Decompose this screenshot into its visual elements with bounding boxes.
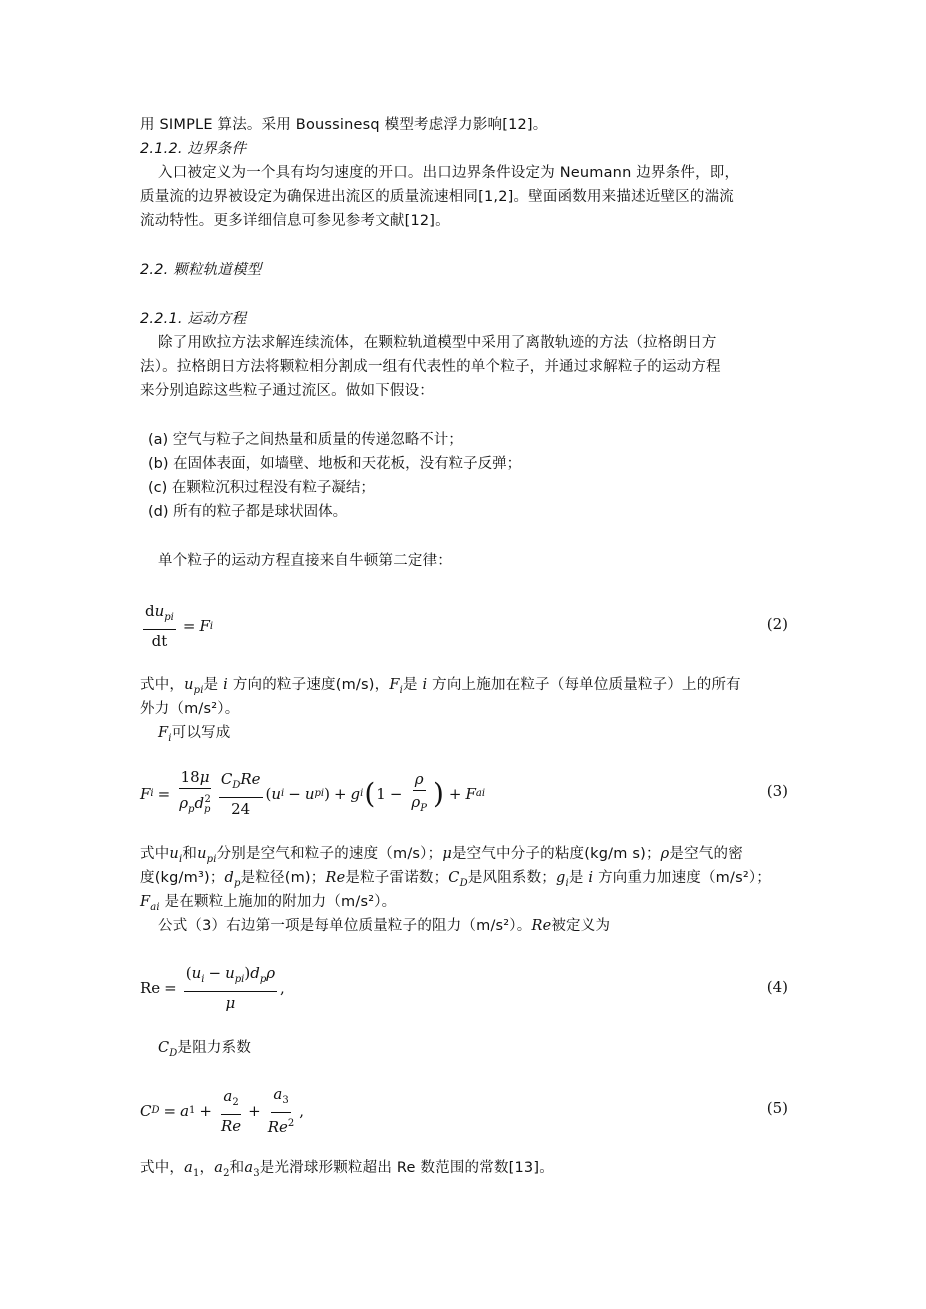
fraction: $\frac{\rho}{\rho_P}$ <box>411 769 427 814</box>
fraction: $\frac{C_DRe}{24}$ <box>220 769 261 818</box>
paragraph-motion-line-2: 法）。拉格朗日方法将颗粒相分割成一组有代表性的单个粒子，并通过求解粒子的运动方程 <box>140 359 721 375</box>
paragraph-motion-line-3: 来分别追踪这些粒子通过流区。做如下假设： <box>140 383 434 399</box>
assumption-text: 空气与粒子之间热量和质量的传递忽略不计； <box>172 432 463 448</box>
equation-3: F i = $\frac{18\mu}{\rho_pd_p^2}$ $\frac{C_DRe}{24}$ ( u i − u pi ) + g i ( 1 − $\frac{\rho}{\rho_P}$ ) + F ai <box>140 768 486 818</box>
assumption-label: (a) <box>148 432 169 448</box>
paragraph-eq3-explain-line-4: 公式（3）右边第一项是每单位质量粒子的阻力（m/s²）。Re被定义为 <box>158 918 611 934</box>
fraction: $\frac{du_{pi}}{dt}$ <box>145 602 174 650</box>
fraction: $\frac{18\mu}{\rho_pd_p^2}$ <box>179 768 211 815</box>
section-heading-2-1-2: 2.1.2. 边界条件 <box>140 141 247 157</box>
fraction: $\frac{a_3}{Re^2}$ <box>267 1085 295 1136</box>
assumption-item <box>148 476 375 500</box>
paragraph-newton: 单个粒子的运动方程直接来自牛顿第二定律： <box>158 553 452 569</box>
section-heading-2-2-1: 2.2.1. 运动方程 <box>140 311 247 327</box>
assumption-label: (b) <box>148 456 169 472</box>
paragraph-eq2-explain-line-2: 外力（m/s²）。 <box>140 701 240 717</box>
equation-2: $\frac{du_{pi}}{dt}$ = F i <box>145 602 214 650</box>
assumption-label: (d) <box>148 504 169 520</box>
paragraph-boundary-line-2: 质量流的边界被设定为确保进出流区的质量流速相同[1,2]。壁面函数用来描述近壁区的湍流 <box>140 189 734 205</box>
equation-number-5: (5) <box>766 1099 788 1117</box>
fraction: $\frac{a_2}{Re}$ <box>221 1086 242 1135</box>
equation-number-3: (3) <box>766 782 788 800</box>
paragraph-eq2-explain-line-1: 式中，$u_{pi}$是 i 方向的粒子速度(m/s)，$F_i$是 i 方向上施加在粒子（每单位质量粒子）上的所有 <box>140 677 741 696</box>
equation-5: C D = a 1 + $\frac{a_2}{Re}$ + $\frac{a_3}{Re^2}$ , <box>140 1085 305 1136</box>
fraction: $\frac{(u_i - u_{pi})d_p\rho}{\mu}$ <box>185 964 276 1012</box>
assumption-text: 在颗粒沉积过程没有粒子凝结； <box>171 480 375 496</box>
paragraph-top: 用 SIMPLE 算法。采用 Boussinesq 模型考虑浮力影响[12]。 <box>140 117 548 133</box>
assumption-item <box>148 500 347 524</box>
section-heading-2-2: 2.2. 颗粒轨道模型 <box>140 262 262 278</box>
paragraph-boundary-line-1: 入口被定义为一个具有均匀速度的开口。出口边界条件设定为 Neumann 边界条件，即， <box>158 165 740 181</box>
assumption-text: 在固体表面，如墙壁、地板和天花板，没有粒子反弹； <box>173 456 522 472</box>
paragraph-eq3-explain-line-1: 式中$u_i$和$u_{pi}$分别是空气和粒子的速度（m/s）；μ是空气中分子的粘度(kg/m s)；ρ是空气的密 <box>140 846 743 865</box>
equation-4: Re = $\frac{(u_i - u_{pi})d_p\rho}{\mu}$ , <box>140 964 285 1012</box>
assumption-item <box>148 452 521 476</box>
paragraph-boundary-line-3: 流动特性。更多详细信息可参见参考文献[12]。 <box>140 213 450 229</box>
assumption-label: (c) <box>148 480 168 496</box>
paragraph-eq3-explain-line-2: 度(kg/m³)；$d_p$是粒径(m)；Re是粒子雷诺数；$C_D$是风阻系数；$g_i$是 i 方向重力加速度（m/s²）； <box>140 870 772 889</box>
paragraph-fi: $F_i$可以写成 <box>158 725 231 744</box>
assumption-item <box>148 428 463 452</box>
equation-number-2: (2) <box>766 615 788 633</box>
paragraph-cd: $C_D$是阻力系数 <box>158 1040 252 1059</box>
assumption-text: 所有的粒子都是球状固体。 <box>173 504 348 520</box>
paragraph-motion-line-1: 除了用欧拉方法求解连续流体，在颗粒轨道模型中采用了离散轨迹的方法（拉格朗日方 <box>158 335 717 351</box>
paragraph-eq3-explain-line-3: $F_{ai}$ 是在颗粒上施加的附加力（m/s²）。 <box>140 894 397 913</box>
equation-number-4: (4) <box>766 978 788 996</box>
paragraph-eq5-explain: 式中，$a_1$，$a_2$和$a_3$是光滑球形颗粒超出 Re 数范围的常数[13]。 <box>140 1160 554 1179</box>
